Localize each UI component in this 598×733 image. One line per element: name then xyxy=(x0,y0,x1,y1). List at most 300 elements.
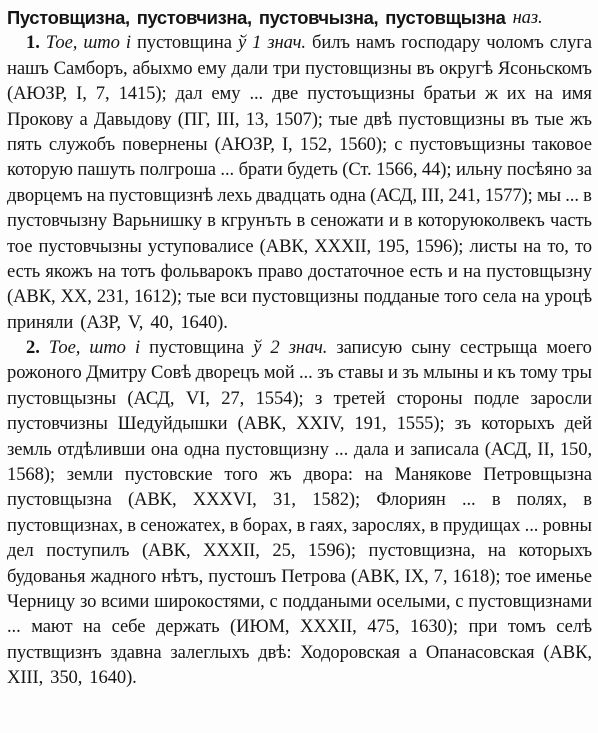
entry-word: то xyxy=(574,235,592,257)
entry-word: тое xyxy=(505,565,531,587)
entry-word: а xyxy=(79,108,88,130)
italic-label: ў xyxy=(253,337,262,359)
italic-label: і xyxy=(134,337,141,359)
entry-word: пустоъщизны xyxy=(307,83,415,105)
italic-label: што xyxy=(83,32,120,54)
entry-word: Дмитру xyxy=(86,362,147,384)
entry-word: сеножатех, xyxy=(140,514,226,536)
entry-word: моего xyxy=(546,337,592,359)
entry-word: стороны xyxy=(396,387,463,409)
entry-word: 1566, xyxy=(376,159,418,181)
text-line xyxy=(7,564,592,589)
entry-word: есть xyxy=(409,260,443,282)
entry-word: пустошъ xyxy=(208,565,277,587)
entry-word: 1507); xyxy=(274,108,323,130)
text-line xyxy=(7,107,592,132)
entry-word: (АВК, xyxy=(259,235,309,257)
entry-word: на xyxy=(86,184,105,206)
entry-word: жъ xyxy=(569,108,592,130)
entry-word: будованья xyxy=(7,565,86,587)
entry-word: пуствщизнъ xyxy=(7,641,102,663)
entry-word: поступилъ xyxy=(46,540,130,562)
entry-word: будеть xyxy=(287,159,338,181)
entry-word: (Ст. xyxy=(342,159,372,181)
text-line xyxy=(7,132,592,157)
entry-word: пустовщызны xyxy=(7,387,116,409)
text-line xyxy=(7,310,592,335)
entry-word: тое xyxy=(7,235,33,257)
entry-word: 44); xyxy=(421,159,452,181)
entry-word: приняли xyxy=(7,311,74,333)
entry-word: (АВК, xyxy=(350,565,400,587)
entry-word: IX, xyxy=(404,565,429,587)
entry-word: 1560); xyxy=(339,133,388,155)
entry-word: 1554); xyxy=(255,387,304,409)
entry-word: в xyxy=(491,489,501,511)
entry-word: Варьнишку xyxy=(112,210,203,232)
entry-word: и xyxy=(387,362,398,384)
entry-word: Черницу xyxy=(7,590,76,612)
italic-label: 1 xyxy=(252,32,262,54)
entry-word: сыну xyxy=(411,337,451,359)
entry-word: себе xyxy=(111,616,146,638)
entry-word: Опанасовская xyxy=(425,641,535,663)
entry-word: I, xyxy=(76,83,87,105)
entry-word: посѣяно xyxy=(506,159,573,181)
entry-word: пять xyxy=(7,133,42,155)
entry-word: 27, xyxy=(221,387,245,409)
entry-word: широкостями, xyxy=(154,590,265,612)
entry-word: (АВК, xyxy=(543,641,592,663)
entry-word: Самборъ, xyxy=(53,57,128,79)
entry-word: и xyxy=(388,210,399,232)
headword: Пустовщизна, xyxy=(7,7,130,28)
entry-word: полгроша xyxy=(139,159,216,181)
entry-word: въ xyxy=(416,57,435,79)
entry-word: двѣ: xyxy=(258,641,292,663)
entry-word: XXXII, xyxy=(203,540,260,562)
text-line xyxy=(7,589,592,614)
entry-word: зъ xyxy=(402,362,419,384)
italic-label: 2 xyxy=(270,337,280,359)
entry-word: (ИЮМ, xyxy=(230,616,290,638)
entry-word: (АВК, xyxy=(7,286,56,308)
entry-word: 350, xyxy=(50,667,83,689)
entry-word: того xyxy=(444,286,478,308)
entry-word: которую xyxy=(7,159,73,181)
italic-label: знач. xyxy=(267,32,306,54)
entry-word: зъ xyxy=(454,413,472,435)
entry-word: дали xyxy=(231,57,269,79)
entry-word: пустовчызны xyxy=(38,235,142,257)
text-line xyxy=(7,538,592,563)
entry-word: въ xyxy=(511,108,529,130)
entry-word: сестрыща xyxy=(459,337,538,359)
entry-word: тые xyxy=(186,286,216,308)
entry-word: XXXVI, xyxy=(192,489,257,511)
entry-word: мают xyxy=(31,616,73,638)
entry-word: пустовщизнѣ xyxy=(109,184,214,206)
entry-word: дала xyxy=(353,438,389,460)
entry-word: которыхъ xyxy=(518,540,592,562)
entry-word: мой xyxy=(263,362,295,384)
entry-word: дал xyxy=(175,83,203,105)
entry-word: дел xyxy=(7,540,34,562)
entry-word: пустовские xyxy=(124,464,213,486)
entry-word: брати xyxy=(238,159,283,181)
entry-word: часть xyxy=(549,210,592,232)
entry-word: на xyxy=(462,260,481,282)
entry-word: нѣтъ, xyxy=(161,565,204,587)
entry-word: земли xyxy=(66,464,113,486)
entry-word: пустовщизны xyxy=(398,108,505,130)
text-line xyxy=(7,411,592,436)
entry-word: уроцѣ xyxy=(544,286,592,308)
entry-word: сеножати xyxy=(310,210,384,232)
text-line xyxy=(7,5,592,30)
entry-word: VI, xyxy=(185,387,210,409)
entry-word: къ xyxy=(497,362,516,384)
entry-word: третей xyxy=(333,387,386,409)
entry-word: в xyxy=(127,514,136,536)
entry-word: достаточное xyxy=(307,260,405,282)
entry-word: двѣ xyxy=(364,108,393,130)
text-line xyxy=(7,284,592,309)
entry-word: ... xyxy=(461,489,476,511)
entry-word: за xyxy=(576,159,592,181)
entry-word: тые xyxy=(329,108,358,130)
entry-word: 13, xyxy=(245,108,269,130)
entry-word: 1612); xyxy=(133,286,182,308)
entry-word: служобъ xyxy=(48,133,116,155)
entry-word: в xyxy=(229,514,239,536)
entry-word: и xyxy=(447,260,458,282)
entry-word: ... xyxy=(220,159,235,181)
text-line xyxy=(7,640,592,665)
entry-word: XX, xyxy=(60,286,92,308)
entry-word: зъ xyxy=(317,362,334,384)
entry-word: (АВК, xyxy=(127,489,177,511)
entry-word: то, xyxy=(547,235,569,257)
entry-word: пустовщизна, xyxy=(368,540,476,562)
text-line xyxy=(7,386,592,411)
text-line xyxy=(7,360,592,385)
entry-word: 152, xyxy=(299,133,332,155)
text-line xyxy=(7,56,592,81)
entry-word: пустовщизнах, xyxy=(7,514,123,536)
entry-word: Манякове xyxy=(394,464,472,486)
entry-word: (АВК, xyxy=(141,540,191,562)
text-line xyxy=(7,81,592,106)
entry-word: три xyxy=(272,57,301,79)
entry-word: XXXII, xyxy=(300,616,357,638)
italic-label: ў xyxy=(237,32,247,54)
entry-word: томъ xyxy=(507,616,546,638)
entry-word: на xyxy=(364,464,383,486)
entry-word: двадцать xyxy=(256,184,326,206)
entry-word: 191, xyxy=(354,413,387,435)
entry-word: ж xyxy=(485,83,498,105)
entry-word: в xyxy=(403,210,413,232)
entry-word: господару xyxy=(401,32,481,54)
entry-word: она xyxy=(150,438,179,460)
headword: пустовщызна xyxy=(385,7,506,28)
entry-word: чоломъ xyxy=(486,32,544,54)
dictionary-entry xyxy=(7,5,592,691)
entry-word: с xyxy=(455,590,464,612)
entry-word: XXXII, xyxy=(314,235,372,257)
entry-word: якожъ xyxy=(45,260,93,282)
entry-word: на xyxy=(97,260,116,282)
text-line xyxy=(7,183,592,208)
text-line xyxy=(7,437,592,462)
entry-word: заросли xyxy=(530,387,592,409)
entry-word: пустовщызна xyxy=(7,489,112,511)
italic-label: што xyxy=(89,337,126,359)
text-line xyxy=(7,234,592,259)
sense-number: 2. xyxy=(26,337,40,359)
entry-word: з xyxy=(314,387,323,409)
entry-word: ... xyxy=(524,514,539,536)
entry-word: уступовалисе xyxy=(147,235,254,257)
entry-word: кгрунъть xyxy=(220,210,292,232)
entry-word: жадного xyxy=(90,565,157,587)
entry-word: пашуть xyxy=(77,159,136,181)
entry-word: XXIV, xyxy=(296,413,345,435)
text-line xyxy=(7,614,592,639)
entry-word: записую xyxy=(336,337,403,359)
entry-word: Прокову xyxy=(7,108,74,130)
entry-word: Шедуйдышки xyxy=(117,413,228,435)
entry-word: лехь xyxy=(217,184,252,206)
entry-word: (АВК, xyxy=(237,413,287,435)
entry-word: Ясоньскомъ xyxy=(497,57,592,79)
entry-word: в xyxy=(583,489,592,511)
entry-word: держать xyxy=(155,616,220,638)
text-line xyxy=(7,208,592,233)
entry-word: 1555); xyxy=(396,413,445,435)
text-line xyxy=(7,335,592,360)
entry-word: ... xyxy=(565,184,579,206)
entry-word: 25, xyxy=(272,540,296,562)
entry-word: нашъ xyxy=(7,57,49,79)
text-line xyxy=(7,259,592,284)
entry-word: на xyxy=(521,286,540,308)
entry-word: таковое xyxy=(532,133,592,155)
entry-word: отдѣливши xyxy=(57,438,146,460)
entry-word: две xyxy=(272,83,299,105)
entry-word: с xyxy=(269,590,278,612)
entry-word: 1415); xyxy=(118,83,167,105)
entry-word: одна xyxy=(183,438,220,460)
entry-word: дей xyxy=(564,413,592,435)
entry-word: ему xyxy=(211,83,241,105)
entry-word: всими xyxy=(101,590,150,612)
entry-word: 241, xyxy=(448,184,481,206)
entry-word: 31, xyxy=(272,489,296,511)
entry-word: 1640). xyxy=(180,311,228,333)
entry-word: 1568); xyxy=(7,464,55,486)
italic-label: Тое, xyxy=(48,337,81,359)
entry-word: зо xyxy=(79,590,97,612)
entry-word: XIII, xyxy=(7,667,44,689)
entry-word: Петровщызна xyxy=(483,464,592,486)
entry-text xyxy=(7,5,592,691)
entry-word: тые xyxy=(535,108,564,130)
entry-word: 40, xyxy=(150,311,174,333)
entry-word: Совѣ xyxy=(151,362,192,384)
entry-word: которуюколвекъ xyxy=(417,210,545,232)
entry-word: 231, xyxy=(96,286,129,308)
text-line xyxy=(7,462,592,487)
headword: пустовчызна, xyxy=(258,7,379,28)
entry-word: (АСД, xyxy=(127,387,175,409)
italic-label: наз. xyxy=(512,7,543,28)
entry-word: ему xyxy=(197,57,227,79)
entry-word: пустовщизны xyxy=(305,57,412,79)
entry-word: билъ xyxy=(312,32,350,54)
entry-word: 195, xyxy=(377,235,410,257)
entry-word: записала xyxy=(410,438,479,460)
entry-word: (ПГ, xyxy=(177,108,211,130)
entry-word: округѣ xyxy=(439,57,493,79)
entry-word: пустовчизны xyxy=(7,413,108,435)
entry-word: двора: xyxy=(303,464,353,486)
entry-word: 150, xyxy=(559,438,592,460)
entry-word: тры xyxy=(562,362,592,384)
entry-word: здавна xyxy=(110,641,162,663)
entry-word: именье xyxy=(535,565,592,587)
entry-word: (АЮЗР, xyxy=(214,133,275,155)
text-line xyxy=(7,30,592,55)
text-line xyxy=(7,487,592,512)
entry-word: тотъ xyxy=(121,260,156,282)
entry-word: 1577); xyxy=(484,184,533,206)
entry-word: (АСД, xyxy=(370,184,418,206)
entry-word: Ходоровская xyxy=(300,641,400,663)
entry-word: того xyxy=(224,464,258,486)
entry-word: подле xyxy=(473,387,520,409)
entry-word: земль xyxy=(7,438,52,460)
entry-word: залеглыхъ xyxy=(170,641,250,663)
entry-word: фольварокъ xyxy=(160,260,253,282)
text-line xyxy=(7,513,592,538)
headword: пустовчизна, xyxy=(136,7,252,28)
entry-word: III, xyxy=(216,108,240,130)
entry-word: (АСД, xyxy=(484,438,532,460)
entry-word: пустовщизну xyxy=(225,438,329,460)
entry-word: вси xyxy=(220,286,248,308)
entry-word: Давыдову xyxy=(93,108,172,130)
entry-word: 7, xyxy=(433,565,448,587)
entry-word: слуга xyxy=(549,32,592,54)
entry-word: 1640). xyxy=(89,667,137,689)
entry-word: в xyxy=(429,514,439,536)
entry-word: ... xyxy=(7,616,21,638)
entry-word: V, xyxy=(127,311,144,333)
entry-word: пустовъщизны xyxy=(409,133,525,155)
entry-word: их xyxy=(506,83,526,105)
entry-word: тому xyxy=(520,362,558,384)
entry-word: одна xyxy=(329,184,366,206)
entry-word: борах, xyxy=(242,514,293,536)
entry-word: при xyxy=(468,616,498,638)
entry-word: на xyxy=(523,235,542,257)
italic-label: знач. xyxy=(288,337,328,359)
entry-word: 475, xyxy=(367,616,400,638)
entry-word: на xyxy=(487,540,506,562)
text-line xyxy=(7,157,592,182)
entry-word: право xyxy=(257,260,303,282)
entry-word: ... xyxy=(334,438,349,460)
entry-word: которыхъ xyxy=(481,413,555,435)
entry-word: в xyxy=(583,184,592,206)
entry-word: повернены xyxy=(122,133,208,155)
entry-word: в xyxy=(296,210,306,232)
italic-label: і xyxy=(125,32,131,54)
entry-word: пустовщина xyxy=(149,337,245,359)
entry-word: полях, xyxy=(516,489,567,511)
entry-word: села xyxy=(482,286,517,308)
entry-word: пустовщызну xyxy=(486,260,592,282)
entry-word: Петрова xyxy=(281,565,346,587)
entry-word: ... xyxy=(299,362,313,384)
entry-word: 1596); xyxy=(415,235,464,257)
entry-word: селѣ xyxy=(556,616,592,638)
entry-word: 7, xyxy=(95,83,110,105)
entry-word: и xyxy=(482,362,493,384)
entry-word: Флориян xyxy=(376,489,446,511)
entry-word: а xyxy=(408,641,417,663)
entry-word: в xyxy=(296,514,306,536)
entry-word: ставы xyxy=(337,362,384,384)
entry-word: мы xyxy=(536,184,561,206)
sense-number: 1. xyxy=(26,32,40,54)
text-line xyxy=(7,665,592,690)
entry-word: 1582); xyxy=(312,489,361,511)
entry-word: в xyxy=(207,210,216,232)
entry-word: намъ xyxy=(355,32,396,54)
entry-word: на xyxy=(83,616,102,638)
entry-word: листы xyxy=(469,235,518,257)
entry-word: рожоного xyxy=(7,362,82,384)
entry-word: (АЮЗР, xyxy=(7,83,68,105)
italic-label: Тое, xyxy=(45,32,78,54)
entry-word: ... xyxy=(249,83,264,105)
entry-word: III, xyxy=(421,184,445,206)
entry-word: I, xyxy=(281,133,293,155)
entry-word: подданые xyxy=(363,286,440,308)
entry-word: оселыми, xyxy=(376,590,451,612)
entry-word: поддаными xyxy=(282,590,372,612)
entry-word: II, xyxy=(537,438,555,460)
entry-word: жъ xyxy=(269,464,292,486)
entry-word: абыхмо xyxy=(132,57,193,79)
entry-word: ровны xyxy=(542,514,592,536)
entry-word: имя xyxy=(561,83,592,105)
entry-word: на xyxy=(534,83,553,105)
entry-word: 1618); xyxy=(452,565,501,587)
entry-word: 1596); xyxy=(307,540,356,562)
entry-word: и xyxy=(394,438,405,460)
entry-word: пустовщина xyxy=(136,32,232,54)
entry-word: с xyxy=(394,133,403,155)
entry-word: (АЗР, xyxy=(80,311,121,333)
entry-word: пустовщизны xyxy=(252,286,359,308)
entry-word: ильну xyxy=(455,159,503,181)
entry-word: есть xyxy=(7,260,41,282)
entry-word: млыны xyxy=(423,362,479,384)
